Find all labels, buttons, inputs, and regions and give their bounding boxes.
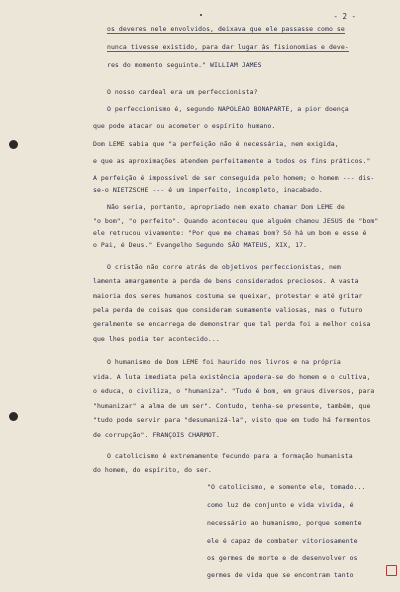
body-line: o educa, o civiliza, o "humaniza". "Tudo é bom, em graus diversos, para — [93, 387, 375, 395]
quote-line: res do momento seguinte." WILLIAM JAMES — [107, 61, 262, 69]
body-line: O perfeccionismo é, segundo NAPOLEAO BONAPARTE, a pior doença — [107, 105, 349, 113]
binder-hole-top — [9, 140, 18, 149]
quote-line: nunca tivesse existido, para dar lugar às fisionomias e deve- — [107, 43, 349, 51]
body-line: O nosso cardeal era um perfeccionista? — [107, 88, 258, 96]
body-line: de corrupção". FRANÇOIS CHARMOT. — [93, 431, 220, 439]
block-quote-line: ele é capaz de combater vitoriosamente — [207, 537, 358, 545]
block-quote-line: como luz de conjunto e vida vivida, é — [207, 501, 354, 509]
body-line: se-o NIETZSCHE --- é um imperfeito, incompleto, inacabado. — [93, 186, 323, 194]
red-ink-mark — [386, 565, 397, 576]
body-line: maioria dos seres humanos costuma se queixar, protestar e até gritar — [93, 292, 363, 300]
ink-dot — [200, 14, 202, 16]
body-line: O catolicismo é extremamente fecundo para a formação humanista — [107, 452, 353, 460]
body-line: Dom LEME sabia que "a perfeição não é necessária, nem exigida, — [93, 140, 339, 148]
block-quote-line: "O catolicismo, e somente ele, tomado... — [207, 483, 366, 491]
body-line: ele retrucou vivamente: "Por que me chamas bom? Só há um bom e esse é — [93, 229, 367, 237]
block-quote-line: os germes de morte e de desenvolver os — [207, 554, 358, 562]
body-line: O cristão não corre atrás de objetivos perfeccionistas, nem — [107, 263, 341, 271]
body-line: e que as aproximações atendem perfeitamente a todos os fins práticos." — [93, 157, 371, 165]
body-line: geralmente se encarrega de demonstrar que tal perda foi a melhor coisa — [93, 320, 371, 328]
body-line: O humanismo de Dom LEME foi haurido nos livros e na própria — [107, 358, 341, 366]
body-line: que pode atacar ou acometer o espírito humano. — [93, 122, 276, 130]
body-line: "humanizar" a alma de um ser". Contudo, tenha-se presente, também, que — [93, 402, 371, 410]
body-line: lamenta amargamente a perda de bens considerados preciosos. A vasta — [93, 277, 359, 285]
block-quote-line: necessário ao humanismo, porque somente — [207, 519, 362, 527]
page-number: - 2 - — [333, 12, 356, 21]
body-line: que lhes podia ter acontecido... — [93, 335, 220, 343]
body-line: vida. A luta imediata pela existência apodera-se do homem e o cultiva, — [93, 373, 371, 381]
binder-hole-bottom — [9, 412, 18, 421]
block-quote-line: germes de vida que se encontram tanto — [207, 571, 354, 579]
body-line: do homem, do espírito, do ser. — [93, 466, 212, 474]
body-line: pela perda de coisas que consideram sumamente valiosas, mas o futuro — [93, 306, 363, 314]
body-line: "tudo pode servir para "desumanizá-la", visto que em tudo há fermentos — [93, 416, 371, 424]
body-line: o Pai, é Deus." Evangelho Segundo SÃO MATEUS, XIX, 17. — [93, 241, 308, 249]
body-line: A perfeição é impossível de ser conseguida pelo homem; o homem --- dis- — [93, 174, 375, 182]
body-line: "o bom", "o perfeito". Quando aconteceu que alguém chamou JESUS de "bom" — [93, 217, 379, 225]
quote-line: os deveres nele envolvidos, deixava que ele passasse como se — [107, 25, 345, 33]
body-line: Não seria, portanto, apropriado nem exato chamar Dom LEME de — [107, 203, 345, 211]
